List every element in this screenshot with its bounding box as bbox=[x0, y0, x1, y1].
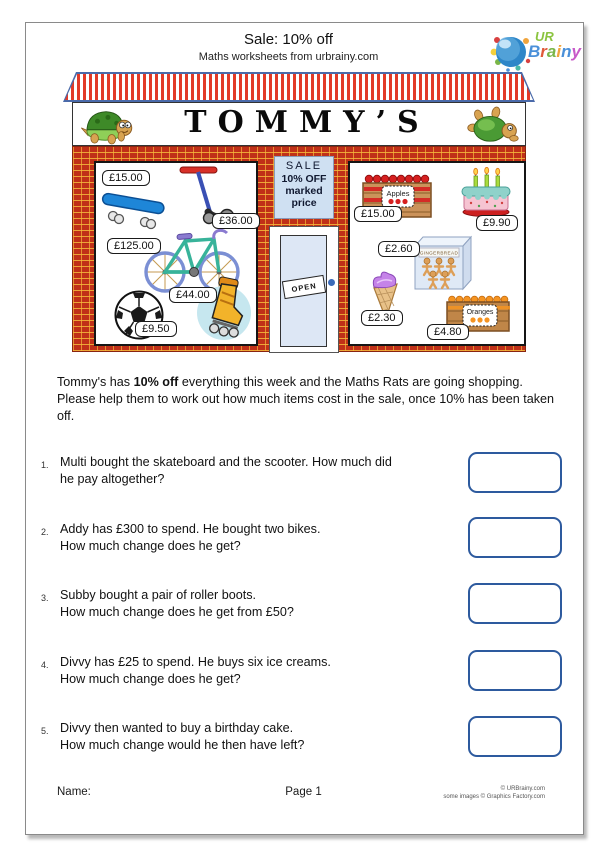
question-5-number: 5. bbox=[41, 726, 49, 736]
shop-door bbox=[269, 226, 339, 353]
open-sign: OPEN bbox=[282, 275, 326, 299]
svg-text:GINGERBREAD: GINGERBREAD bbox=[419, 250, 459, 256]
logo-text-ur: UR bbox=[535, 29, 554, 44]
urbrainy-logo bbox=[488, 28, 583, 74]
shop-window-right bbox=[348, 161, 526, 346]
price-tag-bike: £125.00 bbox=[107, 238, 161, 254]
sale-sign-line4: price bbox=[291, 197, 317, 209]
shop-window-left bbox=[94, 161, 258, 346]
door-knob-icon bbox=[328, 279, 335, 286]
question-4-number: 4. bbox=[41, 660, 49, 670]
question-4 bbox=[41, 654, 461, 687]
price-tag-cake: £9.90 bbox=[476, 215, 518, 231]
answer-box-3[interactable] bbox=[468, 583, 562, 624]
sale-sign bbox=[274, 156, 334, 219]
price-tag-oranges: £4.80 bbox=[427, 324, 469, 340]
question-2 bbox=[41, 521, 461, 554]
shop-signboard bbox=[72, 102, 526, 146]
birthday-cake-image bbox=[456, 167, 516, 219]
door-panel bbox=[280, 235, 327, 347]
question-4-text: Divvy has £25 to spend. He buys six ice creams. How much change does he get? bbox=[60, 655, 331, 686]
question-3-text: Subby bought a pair of roller boots. How much change does he get from £50? bbox=[60, 588, 294, 619]
copyright-text: © URBrainy.com some images © Graphics Factory.com bbox=[443, 786, 545, 800]
intro-bold-10-percent: 10% off bbox=[133, 375, 179, 389]
roller-boots-image bbox=[196, 271, 252, 343]
price-tag-skateboard: £15.00 bbox=[102, 170, 150, 186]
price-tag-roller-boots: £44.00 bbox=[169, 287, 217, 303]
question-3-number: 3. bbox=[41, 593, 49, 603]
question-5 bbox=[41, 720, 461, 753]
shop-illustration bbox=[63, 72, 535, 352]
price-tag-gingerbread: £2.60 bbox=[378, 241, 420, 257]
shop-brick-facade bbox=[72, 146, 526, 352]
price-tag-scooter: £36.00 bbox=[212, 213, 260, 229]
page-number: Page 1 bbox=[285, 786, 322, 798]
price-tag-ice-cream: £2.30 bbox=[361, 310, 403, 326]
svg-text:Oranges: Oranges bbox=[466, 309, 494, 316]
gingerbread-box-image bbox=[410, 233, 474, 295]
question-1 bbox=[41, 454, 461, 487]
logo-text-brainy: Brainy bbox=[528, 42, 581, 61]
svg-text:Apples: Apples bbox=[386, 189, 410, 198]
price-tag-apples: £15.00 bbox=[354, 206, 402, 222]
sale-sign-line2: 10% OFF bbox=[281, 173, 327, 185]
sale-sign-line3: marked bbox=[285, 185, 323, 197]
answer-box-5[interactable] bbox=[468, 716, 562, 757]
price-tag-football: £9.50 bbox=[135, 321, 177, 337]
answer-box-4[interactable] bbox=[468, 650, 562, 691]
answer-box-2[interactable] bbox=[468, 517, 562, 558]
question-1-number: 1. bbox=[41, 460, 49, 470]
answer-box-1[interactable] bbox=[468, 452, 562, 493]
shop-name: TOMMY’S bbox=[184, 105, 430, 140]
name-label: Name: bbox=[57, 786, 91, 798]
page-subtitle: Maths worksheets from urbrainy.com bbox=[198, 51, 379, 63]
page-title: Sale: 10% off bbox=[244, 31, 333, 48]
intro-paragraph: Tommy's has 10% off everything this week and the Maths Rats are going shopping. Please help them to work out how much items cost in the sale, once 10% has been taken off. bbox=[57, 375, 555, 423]
sale-sign-line1: SALE bbox=[285, 160, 323, 172]
turtle-right-icon bbox=[465, 105, 521, 145]
question-5-text: Divvy then wanted to buy a birthday cake. How much change would he then have left? bbox=[60, 721, 305, 752]
question-1-text: Multi bought the skateboard and the scooter. How much did he pay altogether? bbox=[60, 455, 392, 486]
question-2-text: Addy has £300 to spend. He bought two bikes. How much change does he get? bbox=[60, 522, 321, 553]
shop-awning bbox=[63, 72, 535, 102]
question-2-number: 2. bbox=[41, 527, 49, 537]
question-3 bbox=[41, 587, 461, 620]
